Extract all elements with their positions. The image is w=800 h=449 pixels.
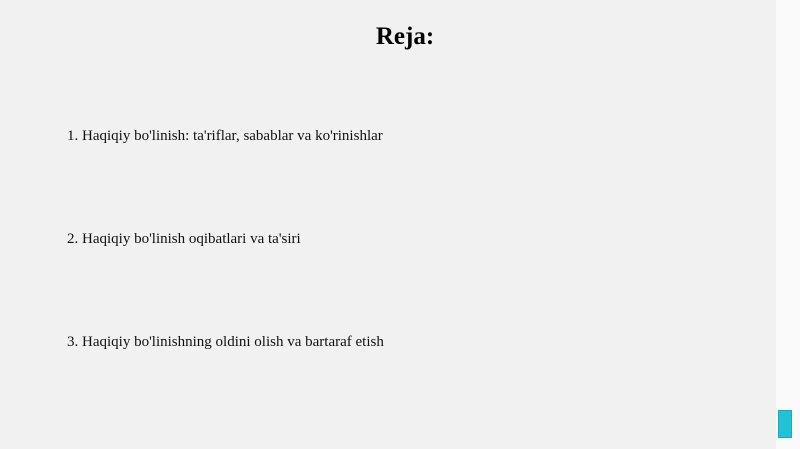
plan-item-3: 3. Haqiqiy bo'linishning oldini olish va bartaraf etish bbox=[67, 334, 384, 350]
plan-item-2: 2. Haqiqiy bo'linish oqibatlari va ta'siri bbox=[67, 231, 301, 247]
scrollbar-thumb[interactable] bbox=[778, 410, 792, 438]
vertical-scrollbar[interactable] bbox=[776, 0, 800, 449]
slide-title: Reja: bbox=[375, 23, 435, 50]
plan-item-1: 1. Haqiqiy bo'linish: ta'riflar, sabablar va ko'rinishlar bbox=[67, 128, 383, 144]
